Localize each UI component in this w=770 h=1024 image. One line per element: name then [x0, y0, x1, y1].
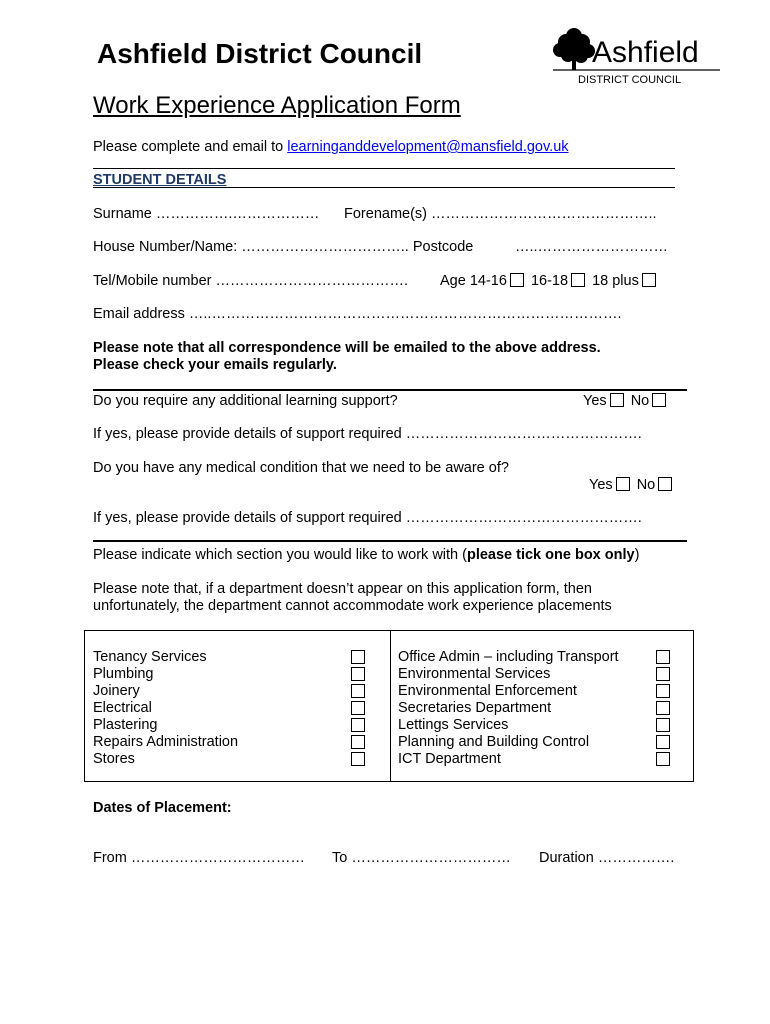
department-label: Office Admin – including Transport — [398, 649, 619, 665]
student-details-heading: STUDENT DETAILS — [93, 172, 227, 188]
check-email-note: Please check your emails regularly. — [93, 357, 337, 373]
department-checkbox[interactable] — [656, 718, 670, 732]
yes-label: Yes — [583, 393, 607, 409]
department-checkbox[interactable] — [351, 701, 365, 715]
department-checkbox[interactable] — [351, 735, 365, 749]
learning-support-no-checkbox[interactable] — [652, 393, 666, 407]
department-checkbox[interactable] — [351, 650, 365, 664]
department-checkbox[interactable] — [656, 667, 670, 681]
logo-wordmark: Ashfield — [592, 36, 699, 69]
department-label: Electrical — [93, 700, 152, 716]
email-address-field[interactable]: Email address …..…………………………………………………………………………. — [93, 306, 622, 322]
age-label: Age 14-16 — [440, 273, 507, 289]
department-checkbox[interactable] — [351, 752, 365, 766]
department-label: Repairs Administration — [93, 734, 239, 750]
age-18-plus-label: 18 plus — [592, 273, 639, 289]
house-number-field[interactable]: House Number/Name: …………………………….. Postcode — [93, 239, 474, 255]
department-checkbox[interactable] — [351, 667, 365, 681]
department-checkbox[interactable] — [351, 718, 365, 732]
medical-condition-question: Do you have any medical condition that we need to be aware of? — [93, 460, 509, 476]
forename-field[interactable]: Forename(s) ……………………………………….. — [344, 206, 657, 222]
postcode-field[interactable]: …..……………………… — [515, 239, 669, 255]
learning-support-yes-checkbox[interactable] — [610, 393, 624, 407]
department-label: Stores — [93, 751, 135, 767]
placement-duration-field[interactable]: Duration ……………. — [539, 850, 675, 866]
department-label: Environmental Enforcement — [398, 683, 577, 699]
department-checkbox[interactable] — [656, 701, 670, 715]
divider — [93, 168, 675, 169]
department-checkbox[interactable] — [351, 684, 365, 698]
age-18-plus-checkbox[interactable] — [642, 273, 656, 287]
medical-no-checkbox[interactable] — [658, 477, 672, 491]
department-note-line1: Please note that, if a department doesn’t appear on this application form, then — [93, 581, 592, 597]
department-row — [93, 734, 378, 751]
right-departments — [398, 649, 683, 768]
form-title: Work Experience Application Form — [93, 92, 461, 119]
department-row — [398, 649, 683, 666]
department-label: Planning and Building Control — [398, 734, 590, 750]
medical-yes-checkbox[interactable] — [616, 477, 630, 491]
department-row — [93, 751, 378, 768]
medical-condition-options — [589, 477, 675, 493]
no-label: No — [630, 393, 650, 409]
department-row — [93, 717, 378, 734]
department-label: Plumbing — [93, 666, 154, 682]
department-row — [93, 666, 378, 683]
logo-subtext: DISTRICT COUNCIL — [578, 74, 682, 86]
department-row — [398, 683, 683, 700]
age-group — [440, 273, 659, 289]
correspondence-note: Please note that all correspondence will be emailed to the above address. — [93, 340, 601, 356]
support-details-field[interactable]: If yes, please provide details of support required …………………………………………. — [93, 426, 642, 442]
department-label: ICT Department — [398, 751, 501, 767]
department-label: Lettings Services — [398, 717, 509, 733]
placement-to-field[interactable]: To …………………………… — [332, 850, 511, 866]
placement-from-field[interactable]: From ……………………………… — [93, 850, 305, 866]
department-note-line2: unfortunately, the department cannot accommodate work experience placements — [93, 598, 612, 614]
department-checkbox[interactable] — [656, 735, 670, 749]
department-row — [398, 700, 683, 717]
department-row — [93, 700, 378, 717]
divider — [93, 389, 687, 391]
department-row — [398, 734, 683, 751]
no-label: No — [636, 477, 656, 493]
intro-text — [93, 139, 569, 155]
council-logo — [548, 22, 723, 92]
tel-field[interactable]: Tel/Mobile number …………………………………. — [93, 273, 409, 289]
department-label: Secretaries Department — [398, 700, 552, 716]
department-checkbox[interactable] — [656, 684, 670, 698]
department-label: Tenancy Services — [93, 649, 207, 665]
section-instruction: Please indicate which section you would like to work with (please tick one box only) — [93, 547, 640, 563]
department-row — [398, 666, 683, 683]
learning-support-question: Do you require any additional learning support? — [93, 393, 398, 409]
department-row — [398, 751, 683, 768]
department-label: Joinery — [93, 683, 140, 699]
department-checkbox[interactable] — [656, 752, 670, 766]
surname-field[interactable]: Surname …………….……………… — [93, 206, 320, 222]
left-departments — [93, 649, 378, 768]
page-title: Ashfield District Council — [97, 38, 423, 69]
department-row — [398, 717, 683, 734]
medical-details-field[interactable]: If yes, please provide details of support required …………………………………………. — [93, 510, 642, 526]
divider — [93, 540, 687, 542]
department-label: Plastering — [93, 717, 158, 733]
department-row — [93, 683, 378, 700]
age-16-18-label: 16-18 — [530, 273, 569, 289]
department-row — [93, 649, 378, 666]
age-16-18-checkbox[interactable] — [571, 273, 585, 287]
column-divider — [390, 631, 391, 781]
email-link[interactable]: learninganddevelopment@mansfield.gov.uk — [287, 139, 569, 155]
placement-heading: Dates of Placement: — [93, 800, 232, 816]
department-selection-box — [84, 630, 694, 782]
learning-support-options — [583, 393, 669, 409]
department-checkbox[interactable] — [656, 650, 670, 664]
divider — [93, 187, 675, 188]
intro-prefix: Please complete and email to — [93, 139, 288, 155]
age-14-16-checkbox[interactable] — [510, 273, 524, 287]
yes-label: Yes — [589, 477, 613, 493]
department-label: Environmental Services — [398, 666, 551, 682]
